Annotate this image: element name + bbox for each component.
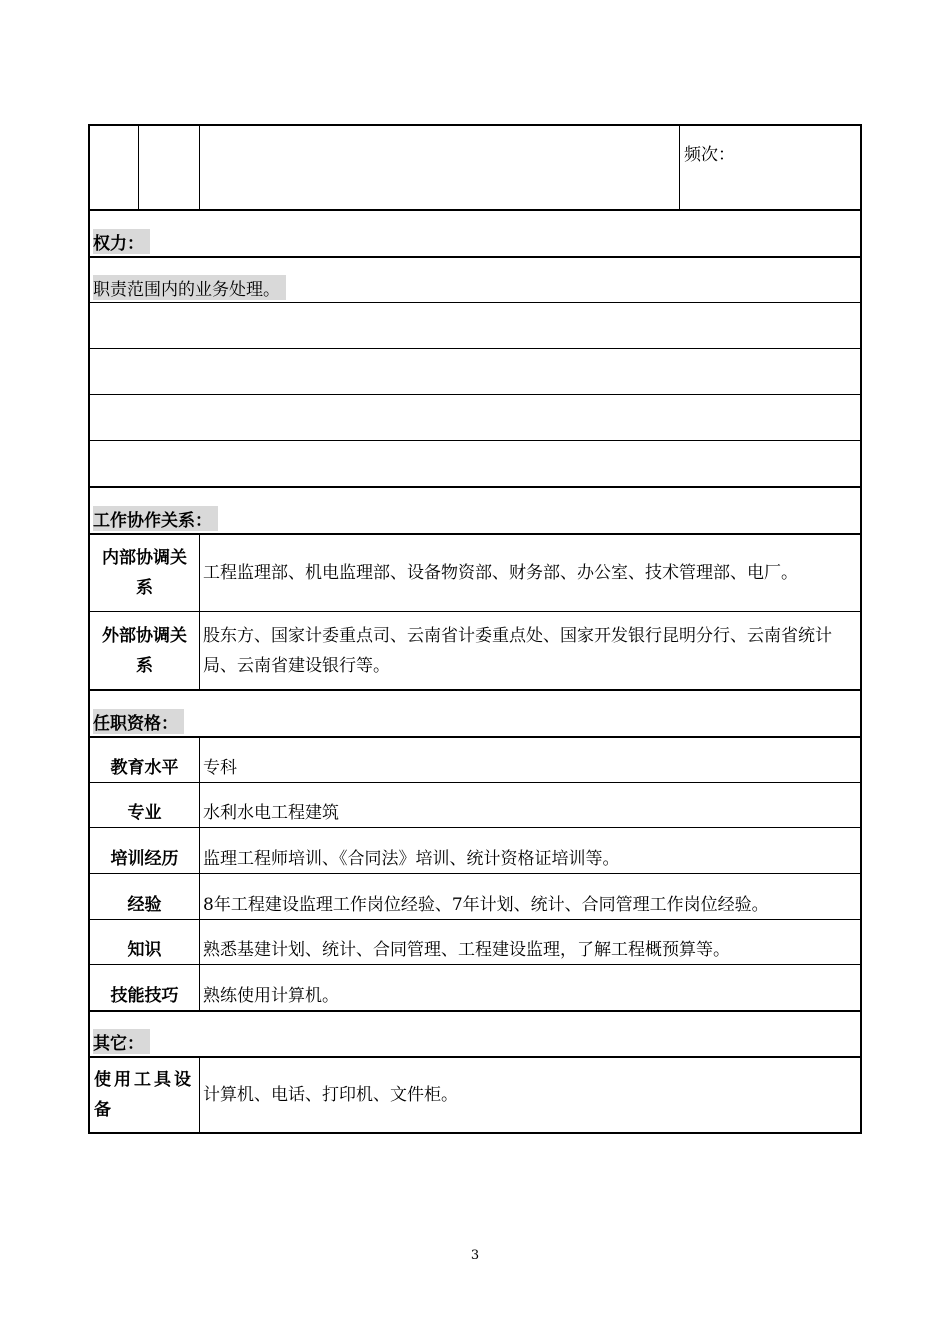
page-number: 3: [470, 1248, 480, 1263]
power-item: 职责范围内的业务处理。: [93, 275, 286, 300]
external-coordination-label: 外部协调关系: [102, 625, 187, 676]
qualification-row: [90, 964, 860, 1010]
power-item-row: [90, 256, 860, 302]
frequency-label: 频次：: [684, 145, 735, 165]
collaboration-heading-row: [90, 486, 860, 533]
job-description-table: [88, 124, 862, 1134]
qualification-value: 水利水电工程建筑: [199, 783, 860, 827]
power-item-row: [90, 302, 860, 348]
qualification-value: 8年工程建设监理工作岗位经验、7年计划、统计、合同管理工作岗位经验。: [199, 874, 860, 919]
power-heading: 权力：: [93, 229, 150, 254]
power-item-row: [90, 348, 860, 394]
other-heading: 其它：: [93, 1029, 150, 1054]
tools-value: 计算机、电话、打印机、文件柜。: [199, 1058, 860, 1132]
qualification-row: [90, 736, 860, 782]
qualification-value: 熟悉基建计划、统计、合同管理、工程建设监理，了解工程概预算等。: [199, 920, 860, 964]
frequency-cell: [679, 126, 860, 209]
power-item-row: [90, 440, 860, 486]
qualification-label: 知识: [127, 940, 162, 960]
external-coordination-value: 股东方、国家计委重点司、云南省计委重点处、国家开发银行昆明分行、云南省统计局、云南省建设银行等。: [199, 612, 860, 689]
qualification-value: 专科: [199, 738, 860, 782]
other-heading-row: [90, 1010, 860, 1056]
qualification-row: [90, 873, 860, 919]
qualification-label: 专业: [127, 803, 162, 823]
duty-content-cell: [199, 126, 679, 209]
qualification-row: [90, 782, 860, 827]
internal-coordination-value: 工程监理部、机电监理部、设备物资部、财务部、办公室、技术管理部、电厂。: [199, 535, 860, 611]
tools-row: [90, 1056, 860, 1132]
index-cell: [90, 126, 138, 209]
qualification-label: 教育水平: [110, 758, 179, 778]
power-item-row: [90, 394, 860, 440]
collaboration-heading: 工作协作关系：: [93, 506, 218, 531]
qualification-label: 经验: [127, 894, 162, 915]
duty-continuation-row: [90, 126, 860, 209]
internal-coordination-row: [90, 533, 860, 611]
qualifications-heading-row: [90, 689, 860, 736]
category-cell: [138, 126, 199, 209]
tools-label: 使用工具设备: [94, 1070, 194, 1120]
qualification-row: [90, 919, 860, 964]
qualification-label: 技能技巧: [110, 985, 179, 1006]
external-coordination-row: [90, 611, 860, 689]
qualification-value: 熟练使用计算机。: [199, 965, 860, 1010]
qualification-row: [90, 827, 860, 873]
qualification-label: 培训经历: [110, 848, 179, 869]
power-heading-row: [90, 209, 860, 256]
qualification-value: 监理工程师培训、《合同法》培训、统计资格证培训等。: [199, 828, 860, 873]
internal-coordination-label: 内部协调关系: [102, 548, 187, 598]
qualifications-heading: 任职资格：: [93, 709, 184, 734]
